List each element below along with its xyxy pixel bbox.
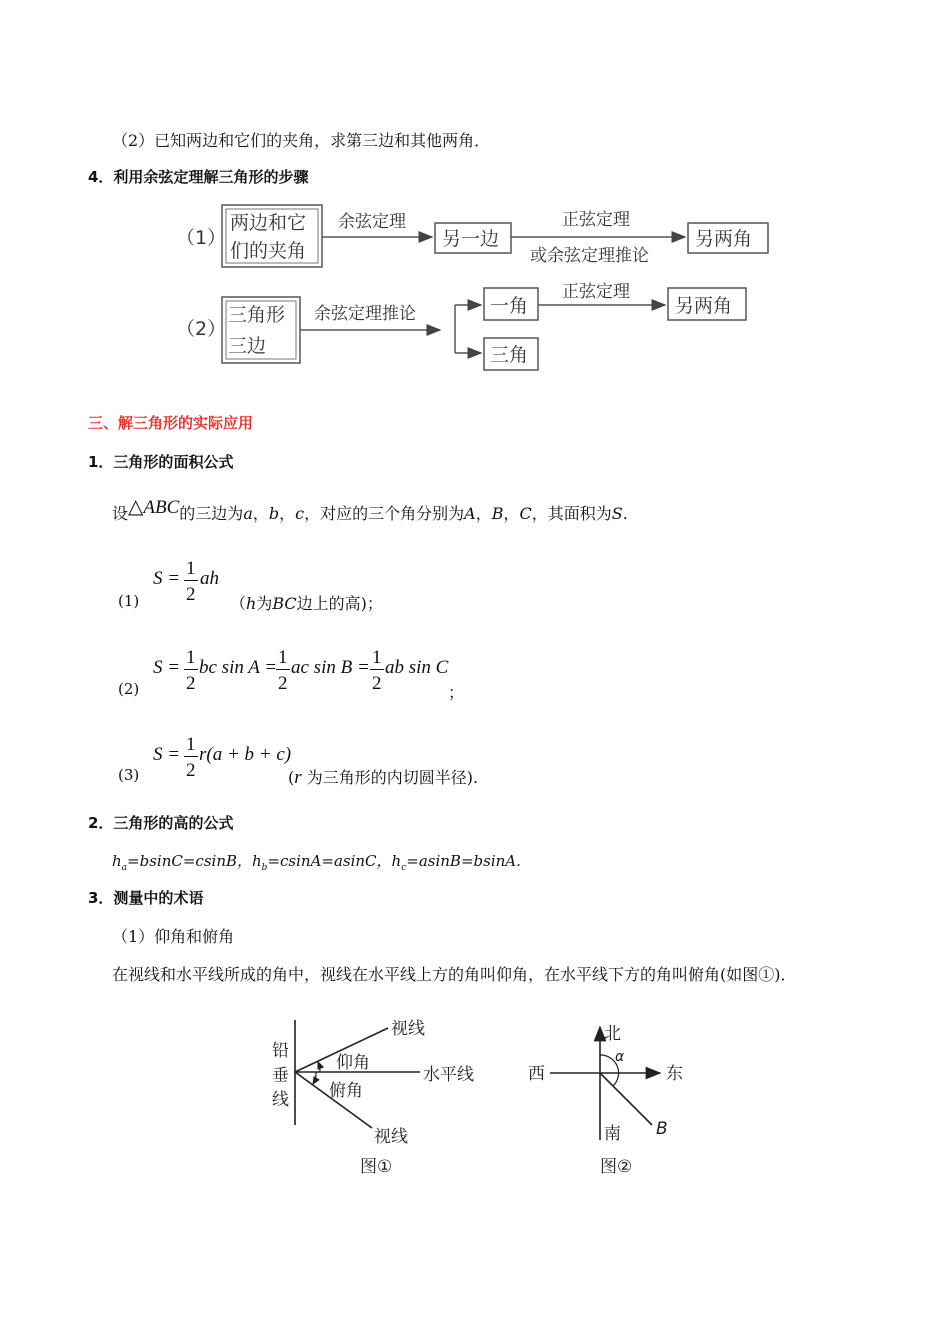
section-three-heading: 三、解三角形的实际应用 xyxy=(88,414,254,432)
formula2-frac2-den: 2 xyxy=(278,673,288,694)
formula2-term3: ab sin C xyxy=(385,657,449,678)
flow-row2-box1-line1: 三角形 xyxy=(228,304,286,326)
formula1-frac-den: 2 xyxy=(186,584,196,605)
formula2-term1: bc sin A = xyxy=(199,657,278,678)
fig1-plumb-label-2: 垂 xyxy=(272,1066,289,1086)
fig1-caption: 图① xyxy=(360,1157,393,1177)
flow-box1-line2: 们的夹角 xyxy=(230,240,307,262)
subheading-elevation-depression: （1）仰角和俯角 xyxy=(112,927,235,946)
formula3-frac-den: 2 xyxy=(186,760,196,781)
flow-one-angle-text: 一角 xyxy=(490,295,529,317)
formula1-frac-bar xyxy=(184,580,198,581)
height-formula: $h_a=bsinC=csinB$，$h_b=csinA=asinC$，$h_c=asinB=bsinA$. xyxy=(112,852,521,873)
flow-arrow-sine-or-cosine: 或余弦定理推论 xyxy=(530,246,649,266)
fig2-west: 西 xyxy=(528,1064,545,1084)
elevation-angle-arc xyxy=(318,1062,320,1072)
area-intro: 设△ABC的三边为a，b，c，对应的三个角分别为A，B，C，其面积为S. xyxy=(112,494,628,523)
formula2-term2: ac sin B = xyxy=(291,657,370,678)
formula3-note: (r 为三角形的内切圆半径). xyxy=(288,767,479,788)
fig1-sight-top: 视线 xyxy=(391,1019,425,1039)
formula1-frac-num: 1 xyxy=(186,558,196,579)
formula2-frac3-den: 2 xyxy=(372,673,382,694)
flow-arrow-cosine: 余弦定理 xyxy=(338,212,406,232)
heading-height-formula: 2．三角形的高的公式 xyxy=(88,814,234,832)
fig2-south: 南 xyxy=(604,1124,621,1144)
cosine-steps-flow-diagram xyxy=(170,195,790,380)
fig1-plumb-label-1: 铅 xyxy=(272,1041,289,1061)
formula2-end: ； xyxy=(448,683,465,702)
heading-cosine-steps: 4．利用余弦定理解三角形的步骤 xyxy=(88,168,309,186)
flow-box1-line1: 两边和它 xyxy=(230,212,307,234)
fig1-depression-label: 俯角 xyxy=(329,1081,363,1101)
fig2-north: 北 xyxy=(604,1024,621,1044)
text-line-2: （2）已知两边和它们的夹角，求第三边和其他两角． xyxy=(112,131,491,150)
flow-box2-text: 另一边 xyxy=(442,228,500,250)
fig2-caption: 图② xyxy=(600,1157,633,1177)
figure1-elevation-depression xyxy=(260,1010,500,1180)
formula3-frac-num: 1 xyxy=(186,734,196,755)
formula2-frac3-bar xyxy=(370,669,384,670)
flow-row2-label: （2） xyxy=(176,318,227,340)
formula1-lhs: S = xyxy=(153,568,181,589)
elevation-description: 在视线和水平线所成的角中，视线在水平线上方的角叫仰角，在水平线下方的角叫俯角(如图①)． xyxy=(112,965,797,984)
fig2-east: 东 xyxy=(666,1064,683,1084)
flow-other-two-angles-text: 另两角 xyxy=(675,295,733,317)
fig2-point-b: B xyxy=(656,1119,668,1139)
formula3-lhs: S = xyxy=(153,744,181,765)
formula1-note: （h为BC边上的高)； xyxy=(230,594,383,613)
flow-row2-box1-line2: 三边 xyxy=(228,335,267,357)
formula2-frac1-bar xyxy=(184,669,198,670)
formula2-frac1-num: 1 xyxy=(186,647,196,668)
formula2-frac2-num: 1 xyxy=(278,647,288,668)
flow-three-angles-text: 三角 xyxy=(490,344,529,366)
heading-area-formula: 1．三角形的面积公式 xyxy=(88,453,234,471)
formula1-rhs: ah xyxy=(200,568,219,589)
formula3-rhs: r(a + b + c) xyxy=(199,744,292,765)
fig2-alpha: α xyxy=(615,1049,625,1065)
figure2-direction-angle xyxy=(520,1015,700,1180)
fig1-sight-bottom: 视线 xyxy=(374,1127,408,1147)
flow-arrow-sine-2: 正弦定理 xyxy=(562,282,630,302)
formula2-frac1-den: 2 xyxy=(186,673,196,694)
formula3-number: (3) xyxy=(118,766,140,784)
depression-angle-arc xyxy=(313,1072,316,1084)
bearing-line-b xyxy=(600,1073,652,1125)
heading-measurement-terms: 3．测量中的术语 xyxy=(88,889,204,907)
flow-arrow-cosine-corollary: 余弦定理推论 xyxy=(314,304,416,324)
flow-box3-text: 另两角 xyxy=(695,228,753,250)
fig1-horizontal-label: 水平线 xyxy=(423,1065,474,1085)
formula2-frac3-num: 1 xyxy=(372,647,382,668)
formula2-lhs: S = xyxy=(153,657,181,678)
fig1-plumb-label-3: 线 xyxy=(272,1090,289,1110)
formula1-number: (1) xyxy=(118,592,140,610)
formula3-frac-bar xyxy=(184,756,198,757)
formula2-number: (2) xyxy=(118,680,140,698)
formula2-frac2-bar xyxy=(276,669,290,670)
flow-arrow-sine: 正弦定理 xyxy=(562,210,630,230)
fig1-elevation-label: 仰角 xyxy=(336,1053,370,1073)
flow-row1-label: （1） xyxy=(176,227,227,249)
